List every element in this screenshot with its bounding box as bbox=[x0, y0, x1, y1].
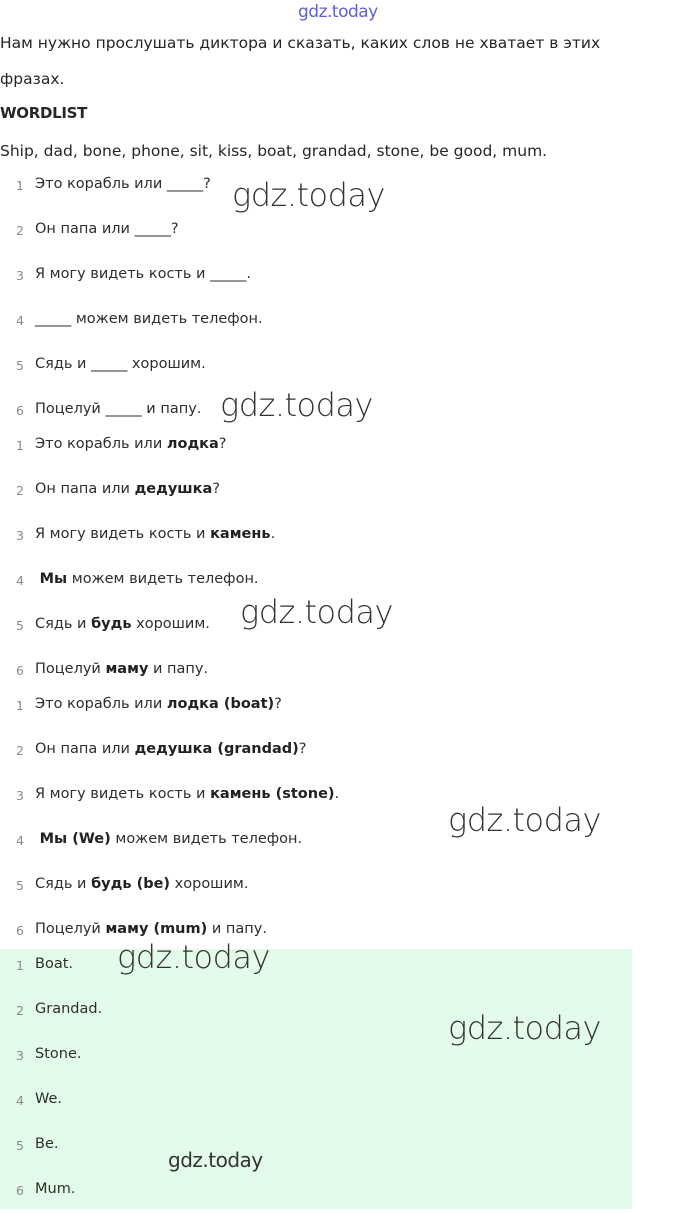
answer-item bbox=[0, 958, 680, 1003]
item-text bbox=[35, 661, 208, 677]
item-text bbox=[35, 176, 211, 192]
item-text-answer: лодка bbox=[166, 436, 219, 452]
item-text bbox=[35, 221, 179, 237]
item-text bbox=[35, 1136, 58, 1152]
item-number: 2 bbox=[16, 743, 24, 758]
item-number: 3 bbox=[16, 528, 24, 543]
intro-text-line-2: фразах. bbox=[0, 70, 65, 88]
item-text-plain: Я могу видеть кость и bbox=[35, 786, 211, 802]
answer-item bbox=[0, 1138, 680, 1183]
item-text-plain: Это корабль или bbox=[35, 436, 167, 452]
item-text-tail: _____ и папу. bbox=[105, 401, 202, 417]
item-text-answer: лодка (boat) bbox=[166, 696, 275, 712]
item-text-plain: Это корабль или bbox=[35, 176, 167, 192]
item-text-plain: Я могу видеть кость и bbox=[35, 526, 211, 542]
item-number: 2 bbox=[16, 223, 24, 238]
item-text-plain: Be. bbox=[35, 1136, 59, 1152]
item-text-plain: Поцелуй bbox=[35, 661, 106, 677]
item-number: 1 bbox=[16, 958, 24, 973]
item-number: 5 bbox=[16, 618, 24, 633]
item-text-plain: Это корабль или bbox=[35, 696, 167, 712]
watermark: gdz.today bbox=[220, 386, 373, 424]
task-item bbox=[0, 313, 680, 358]
item-text-plain: Mum. bbox=[35, 1181, 76, 1197]
watermark: gdz.today bbox=[448, 801, 601, 839]
item-text bbox=[35, 1046, 81, 1062]
item-text bbox=[35, 571, 259, 587]
item-text bbox=[35, 786, 339, 802]
watermark: gdz.today bbox=[232, 176, 385, 214]
item-text-tail: _____? bbox=[134, 221, 179, 237]
item-text bbox=[35, 831, 302, 847]
item-text bbox=[35, 311, 263, 327]
watermark: gdz.today bbox=[168, 1148, 263, 1172]
item-text-plain: Он папа или bbox=[35, 481, 135, 497]
item-text-tail: _____ можем видеть телефон. bbox=[35, 311, 263, 327]
item-text-answer: камень (stone) bbox=[210, 786, 335, 802]
translation-item bbox=[0, 528, 680, 573]
item-number: 4 bbox=[16, 833, 24, 848]
item-text-answer: маму (mum) bbox=[105, 921, 208, 937]
item-text-tail: и папу. bbox=[148, 661, 209, 677]
item-text-plain: We. bbox=[35, 1091, 63, 1107]
item-number: 3 bbox=[16, 788, 24, 803]
item-text-plain: Сядь и bbox=[35, 616, 92, 632]
item-text-answer: камень bbox=[210, 526, 271, 542]
item-number: 5 bbox=[16, 358, 24, 373]
site-logo: gdz.today bbox=[298, 2, 378, 22]
translation-item bbox=[0, 483, 680, 528]
item-text-tail: ? bbox=[274, 696, 282, 712]
task-item bbox=[0, 223, 680, 268]
item-text-plain: Поцелуй bbox=[35, 921, 106, 937]
item-number: 6 bbox=[16, 403, 24, 418]
item-text-tail: _____. bbox=[210, 266, 251, 282]
item-text-tail: можем видеть телефон. bbox=[67, 571, 259, 587]
item-number: 4 bbox=[16, 313, 24, 328]
item-text-plain: Он папа или bbox=[35, 221, 135, 237]
item-number: 5 bbox=[16, 878, 24, 893]
item-text-answer: дедушка bbox=[134, 481, 213, 497]
item-text-tail: хорошим. bbox=[131, 616, 210, 632]
item-text bbox=[35, 266, 251, 282]
wordlist-heading: WORDLIST bbox=[0, 104, 88, 122]
answer-item bbox=[0, 1183, 680, 1228]
item-text-tail: можем видеть телефон. bbox=[110, 831, 303, 847]
item-number: 3 bbox=[16, 268, 24, 283]
intro-text-line-1: Нам нужно прослушать диктора и сказать, каких слов не хватает в этих bbox=[0, 34, 601, 52]
item-text bbox=[35, 356, 206, 372]
bilingual-item bbox=[0, 698, 680, 743]
item-text-plain: Он папа или bbox=[35, 741, 135, 757]
item-text-answer: дедушка (grandad) bbox=[134, 741, 299, 757]
item-text-plain: Поцелуй bbox=[35, 401, 106, 417]
task-item bbox=[0, 268, 680, 313]
item-text bbox=[35, 1091, 62, 1107]
item-number: 6 bbox=[16, 1183, 24, 1198]
item-number: 1 bbox=[16, 178, 24, 193]
item-text-answer: будь (be) bbox=[91, 876, 171, 892]
item-text-tail: ? bbox=[298, 741, 307, 757]
item-text-plain: Я могу видеть кость и bbox=[35, 266, 211, 282]
item-number: 4 bbox=[16, 573, 24, 588]
item-text bbox=[35, 526, 275, 542]
item-text-answer: маму bbox=[105, 661, 149, 677]
watermark: gdz.today bbox=[117, 938, 270, 976]
item-number: 1 bbox=[16, 698, 24, 713]
item-number: 3 bbox=[16, 1048, 24, 1063]
item-text-plain: Сядь и bbox=[35, 356, 92, 372]
item-text-tail: _____? bbox=[166, 176, 211, 192]
item-text bbox=[35, 696, 282, 712]
item-number: 6 bbox=[16, 663, 24, 678]
item-text bbox=[35, 616, 210, 632]
answer-item bbox=[0, 1093, 680, 1138]
bilingual-item bbox=[0, 743, 680, 788]
item-number: 5 bbox=[16, 1138, 24, 1153]
item-number: 2 bbox=[16, 1003, 24, 1018]
item-text-answer: Мы (We) bbox=[39, 831, 111, 847]
item-text-plain: Stone. bbox=[35, 1046, 82, 1062]
item-text bbox=[35, 436, 226, 452]
item-number: 2 bbox=[16, 483, 24, 498]
item-text-tail: . bbox=[334, 786, 340, 802]
item-text bbox=[35, 1181, 75, 1197]
item-number: 6 bbox=[16, 923, 24, 938]
item-text-answer: Мы bbox=[39, 571, 68, 587]
item-text bbox=[35, 401, 201, 417]
item-text-tail: ? bbox=[218, 436, 227, 452]
bilingual-item bbox=[0, 878, 680, 923]
item-text bbox=[35, 921, 267, 937]
item-text-plain: Сядь и bbox=[35, 876, 92, 892]
item-text bbox=[35, 876, 248, 892]
item-text-plain: Grandad. bbox=[35, 1001, 103, 1017]
answer-item bbox=[0, 1048, 680, 1093]
item-text-tail: . bbox=[270, 526, 276, 542]
bilingual-item bbox=[0, 833, 680, 878]
item-text-tail: хорошим. bbox=[170, 876, 249, 892]
item-text-plain: Boat. bbox=[35, 956, 73, 972]
item-text bbox=[35, 1001, 102, 1017]
watermark: gdz.today bbox=[448, 1009, 601, 1047]
wordlist-text: Ship, dad, bone, phone, sit, kiss, boat, grandad, stone, be good, mum. bbox=[0, 142, 548, 160]
item-text bbox=[35, 481, 220, 497]
item-text bbox=[35, 956, 73, 972]
watermark: gdz.today bbox=[240, 593, 393, 631]
translation-item bbox=[0, 438, 680, 483]
item-text-answer: будь bbox=[91, 616, 132, 632]
item-text-tail: ? bbox=[212, 481, 221, 497]
item-text-tail: _____ хорошим. bbox=[91, 356, 206, 372]
item-number: 4 bbox=[16, 1093, 24, 1108]
item-number: 1 bbox=[16, 438, 24, 453]
item-text bbox=[35, 741, 307, 757]
item-text-tail: и папу. bbox=[207, 921, 267, 937]
